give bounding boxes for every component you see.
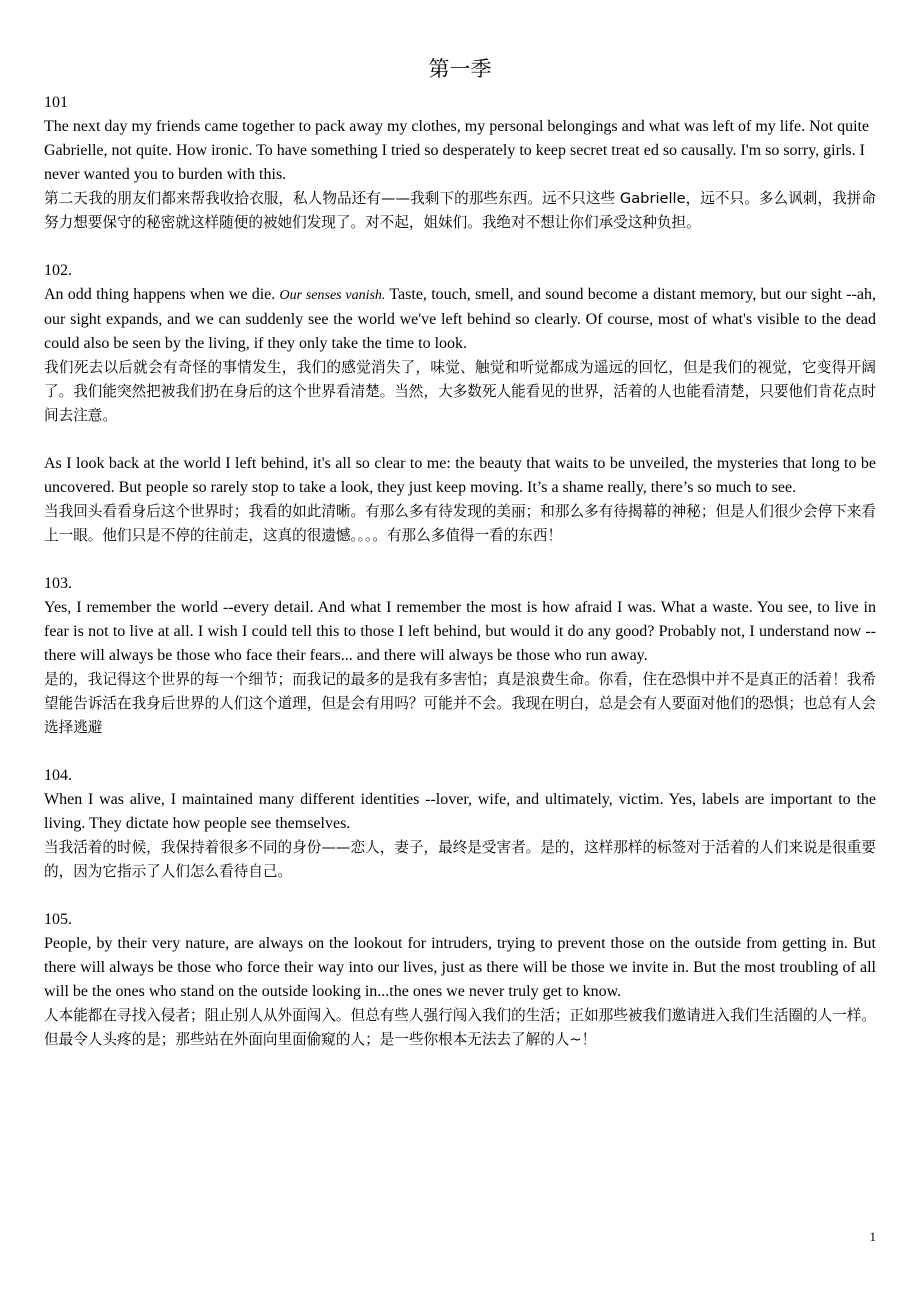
english-paragraph <box>44 283 876 356</box>
english-paragraph-2: As I look back at the world I left behind, it's all so clear to me: the beauty that waits to be unveiled, the mysteries that long to be uncovered. But people so rarely stop to take a look, they just keep moving. It’s a shame really, there’s so much to see. <box>44 455 876 496</box>
chinese-paragraph: 是的，我记得这个世界的每一个细节；而我记的最多的是我有多害怕；真是浪费生命。你看，住在恐惧中并不是真正的活着！我希望能告诉活在我身后世界的人们这个道理，但是会有用吗？可能并不会。我现在明白，总是会有人要面对他们的恐惧；也总有人会选择逃避 <box>44 671 876 736</box>
chinese-paragraph: 第二天我的朋友们都来帮我收拾衣服，私人物品还有——我剩下的那些东西。远不只这些 Gabrielle，远不只。多么讽刺，我拼命努力想要保守的秘密就这样随便的被她们发现了。对不起，姐妹们。我绝对不想让你们承受这种负担。 <box>44 190 876 231</box>
chinese-paragraph: 我们死去以后就会有奇怪的事情发生，我们的感觉消失了，味觉、触觉和听觉都成为遥远的回忆，但是我们的视觉，它变得开阔了。我们能突然把被我们扔在身后的这个世界看清楚。当然，大多数死人能看见的世界，活着的人也能看清楚，只要他们肯花点时间去注意。 <box>44 359 876 424</box>
section-number: 103. <box>44 575 72 592</box>
section-number: 104. <box>44 767 72 784</box>
english-text-rest: Taste, touch, smell, and sound become a distant memory, but our sight --ah, our sight expands, and we can suddenly see the world we've left behind so clearly. Of course, most of what's visible to the dead could also be seen by the living, if they only take the time to look. <box>44 286 876 352</box>
english-paragraph: Yes, I remember the world --every detail. And what I remember the most is how afraid I was. What a waste. You see, to live in fear is not to live at all. I wish I could tell this to those I left behind, but would it do any good? Probably not, I understand now -- there will always be those who face their fears... and there will always be those who run away. <box>44 599 876 664</box>
english-text-start: An odd thing happens when we die. <box>44 286 280 303</box>
chinese-paragraph-2: 当我回头看看身后这个世界时；我看的如此清晰。有那么多有待发现的美丽；和那么多有待揭幕的神秘；但是人们很少会停下来看上一眼。他们只是不停的往前走，这真的很遗憾。。。。有那么多值得一看的东西！ <box>44 503 876 544</box>
section-101 <box>44 91 876 235</box>
english-paragraph: People, by their very nature, are always on the lookout for intruders, trying to prevent those on the outside from getting in. But there will always be those who force their way into our lives, just as there will be those we invite in. But the most troubling of all will be the ones who stand on the outside looking in...the ones we never truly get to know. <box>44 935 876 1000</box>
chinese-paragraph: 人本能都在寻找入侵者；阻止别人从外面闯入。但总有些人强行闯入我们的生活；正如那些被我们邀请进入我们生活圈的人一样。但最令人头疼的是；那些站在外面向里面偷窥的人；是一些你根本无法去了解的人~！ <box>44 1007 876 1048</box>
section-102 <box>44 259 876 548</box>
section-number: 105. <box>44 911 72 928</box>
section-105 <box>44 908 876 1052</box>
chinese-paragraph: 当我活着的时候，我保持着很多不同的身份——恋人，妻子，最终是受害者。是的，这样那样的标签对于活着的人们来说是很重要的，因为它指示了人们怎么看待自己。 <box>44 839 876 880</box>
section-103 <box>44 572 876 740</box>
section-104 <box>44 764 876 884</box>
english-paragraph: The next day my friends came together to pack away my clothes, my personal belongings and what was left of my life. Not quite Gabrielle, not quite. How ironic. To have something I tried so desperately to keep secret treat ed so causally. I'm so sorry, girls. I never wanted you to burden with this. <box>44 118 870 183</box>
section-number: 102. <box>44 262 72 279</box>
page-number: 1 <box>869 1229 876 1244</box>
italic-phrase: Our senses vanish. <box>279 288 386 303</box>
section-number: 101 <box>44 94 68 111</box>
english-paragraph: When I was alive, I maintained many different identities --lover, wife, and ultimately, victim. Yes, labels are important to the living. They dictate how people see themselves. <box>44 791 876 832</box>
page-title: 第一季 <box>428 57 492 81</box>
document-page <box>44 54 876 1052</box>
